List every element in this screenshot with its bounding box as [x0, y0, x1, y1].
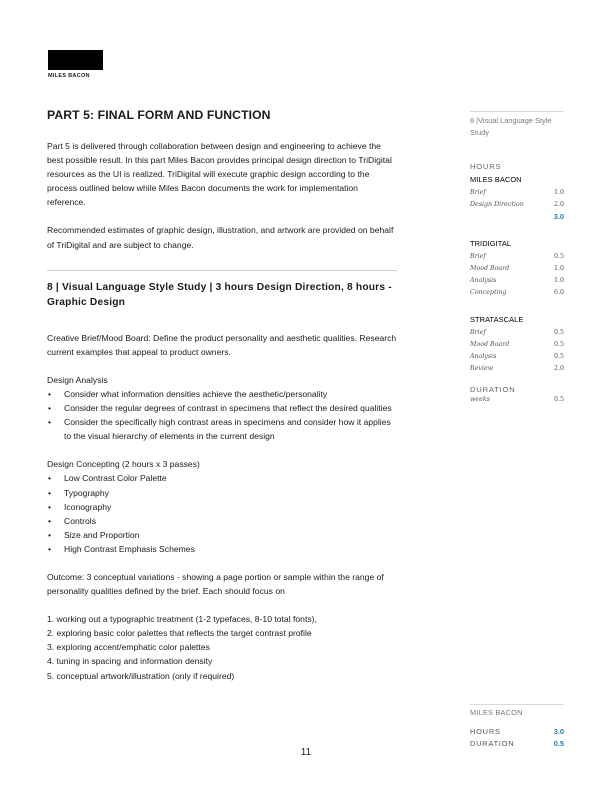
list-item: • Consider the regular degrees of contrast in specimens that reflect the desired qualities [47, 401, 397, 415]
summary-divider [470, 704, 564, 705]
sidebar-section-title: 8 |Visual Language Style Study [470, 116, 552, 137]
group-title-tridigital: TRIDIGITAL [470, 239, 512, 248]
design-concepting-title: Design Concepting (2 hours x 3 passes) [47, 459, 200, 470]
estimate-row: Mood Board 0.5 [470, 341, 564, 348]
section-divider [47, 270, 397, 271]
estimate-row: Brief 1.0 [470, 189, 564, 196]
list-item: • Size and Proportion [47, 528, 397, 542]
focus-list [47, 612, 397, 682]
group-total: 3.0 [553, 212, 564, 221]
estimate-row: Brief 0.5 [470, 329, 564, 336]
outcome-paragraph: Outcome: 3 conceptual variations - showing a page portion or sample within the range of personality qualities defined by the brief. Each should focus on [47, 571, 384, 597]
list-item: • High Contrast Emphasis Schemes [47, 542, 397, 556]
creative-brief-paragraph: Creative Brief/Mood Board: Define the product personality and aesthetic qualities. Research current examples that appeal to product owners. [47, 332, 397, 357]
estimate-row: Review 2.0 [470, 365, 564, 372]
page-number: 11 [300, 747, 312, 758]
list-item: • Typography [47, 486, 397, 500]
estimate-row: Analysis 1.0 [470, 277, 564, 284]
list-item: • Consider what information densities achieve the aesthetic/personality [47, 387, 397, 401]
list-item: 4. tuning in spacing and information density [47, 656, 213, 667]
sidebar-divider [470, 111, 564, 112]
hours-label: HOURS [470, 162, 502, 171]
list-item: • Controls [47, 514, 397, 528]
logo-mark [48, 50, 103, 70]
list-item: 2. exploring basic color palettes that reflects the target contrast profile [47, 628, 312, 639]
estimate-row: Concepting 6.0 [470, 289, 564, 296]
estimate-sidebar [470, 111, 564, 406]
estimate-row: Design Direction 2.0 [470, 201, 564, 208]
intro-paragraph: Part 5 is delivered through collaboration between design and engineering to achieve the best possible result. In this part Miles Bacon provides principal design direction to TriDigital resources as the UI is realized. TriDigital will execute graphic design according to the process outlined below while Miles Bacon documents the work for implementation reference. [47, 141, 392, 208]
design-analysis-title: Design Analysis [47, 374, 108, 385]
list-item: • Low Contrast Color Palette [47, 471, 397, 485]
summary-duration-row: DURATION 0.5 [470, 739, 564, 748]
section-heading: 8 | Visual Language Style Study | 3 hours Design Direction, 8 hours - Graphic Design [47, 281, 392, 309]
part-title: PART 5: FINAL FORM AND FUNCTION [47, 108, 271, 122]
estimate-row: weeks 0.5 [470, 396, 564, 403]
intro-paragraph: Recommended estimates of graphic design, illustration, and artwork are provided on behalf of TriDigital and are subject to change. [47, 225, 394, 250]
list-item: • Consider the specifically high contrast areas in specimens and consider how it applies to the visual hierarchy of elements in the current design [47, 415, 397, 443]
design-concepting-list [47, 471, 397, 556]
logo-text: MILES BACON [48, 73, 90, 79]
list-item: 1. working out a typographic treatment (1-2 typefaces, 8-10 total fonts), [47, 614, 317, 625]
design-analysis-list [47, 387, 397, 443]
duration-label: DURATION [470, 385, 516, 394]
group-title-miles-bacon: MILES BACON [470, 175, 522, 184]
summary-title: MILES BACON [470, 708, 523, 717]
estimate-row: Mood Board 1.0 [470, 265, 564, 272]
estimate-row: Analysis 0.5 [470, 353, 564, 360]
summary-box [470, 704, 564, 750]
group-title-stratascale: STRATASCALE [470, 315, 524, 324]
main-content [47, 108, 397, 683]
list-item: • Iconography [47, 500, 397, 514]
summary-hours-row: HOURS 3.0 [470, 727, 564, 736]
list-item: 5. conceptual artwork/illustration (only if required) [47, 670, 235, 681]
estimate-row: Brief 0.5 [470, 253, 564, 260]
list-item: 3. exploring accent/emphatic color palettes [47, 642, 210, 653]
